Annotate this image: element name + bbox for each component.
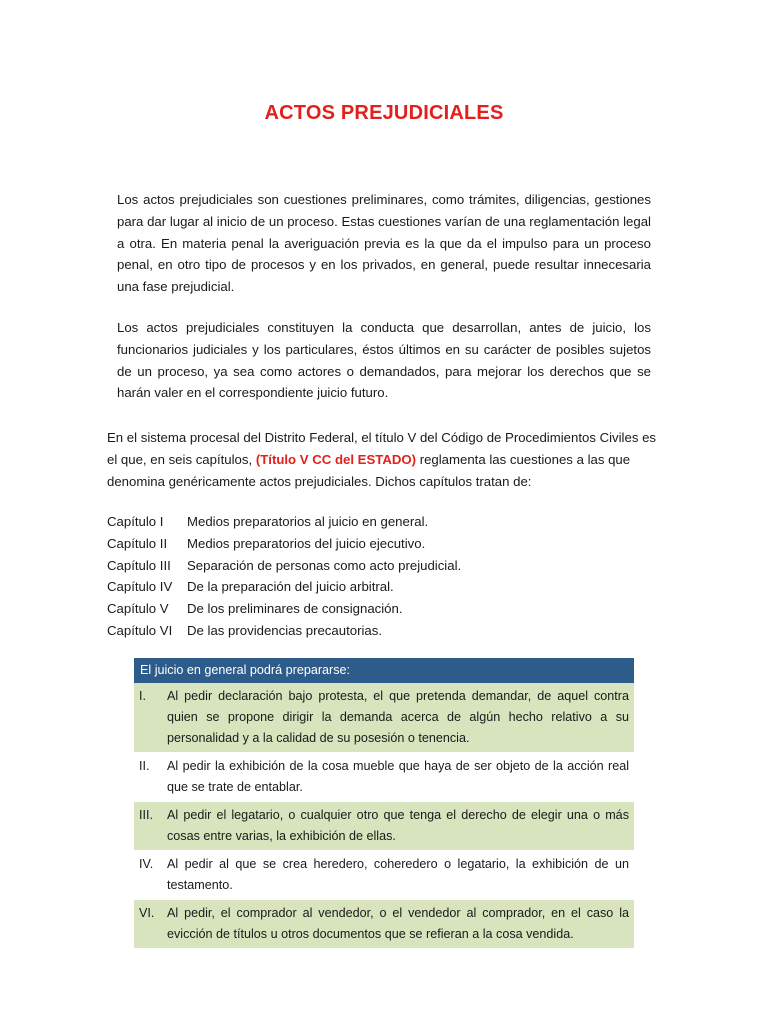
chapter-item (107, 555, 461, 577)
chapter-list (107, 511, 461, 642)
chapter-item (107, 620, 461, 642)
chapter-item (107, 576, 461, 598)
row-text: Al pedir, el comprador al vendedor, o el vendedor al comprador, en el caso la evicción de títulos u otros documentos que se refieran a la cosa vendida. (167, 906, 629, 941)
chapter-description: Medios preparatorios al juicio en general. (187, 514, 429, 529)
row-text: Al pedir la exhibición de la cosa mueble que haya de ser objeto de la acción real que se trate de entablar. (167, 759, 629, 794)
table-row (134, 900, 634, 949)
paragraph-text-after: reglamenta las cuestiones a las que denomina genéricamente actos prejudiciales. Dichos capítulos tratan de: (107, 451, 631, 489)
table-row (134, 802, 634, 851)
row-text: Al pedir el legatario, o cualquier otro que tenga el derecho de elegir una o más cosas entre varias, la exhibición de ellas. (167, 808, 629, 843)
chapter-number: Capítulo IV (107, 579, 173, 595)
table-row (134, 851, 634, 900)
chapter-number: Capítulo II (107, 535, 168, 551)
chapter-description: De las providencias precautorias. (187, 622, 382, 638)
row-text: Al pedir declaración bajo protesta, el que pretenda demandar, de aquel contra quien se propone dirigir la demanda acerca de algún hecho relativo a su personalidad y a la calidad de su posesión o tenencia. (167, 689, 629, 745)
row-text: Al pedir al que se crea heredero, coheredero o legatario, la exhibición de un testamento. (167, 857, 629, 892)
row-number: III. (139, 808, 153, 822)
chapter-number: Capítulo V (107, 601, 169, 617)
page-title: ACTOS PREJUDICIALES (264, 102, 504, 124)
chapter-item (107, 598, 461, 620)
row-number: II. (139, 759, 150, 773)
table-header: El juicio en general podrá prepararse: (134, 658, 634, 683)
chapter-number: Capítulo VI (107, 622, 173, 638)
table-row (134, 683, 634, 753)
chapter-item (107, 511, 461, 533)
chapter-description: Separación de personas como acto prejudicial. (187, 557, 462, 573)
chapter-description: De los preliminares de consignación. (187, 601, 403, 617)
paragraph-definition: Los actos prejudiciales constituyen la conducta que desarrollan, antes de juicio, los funcionarios judiciales y los particulares, éstos últimos en su carácter de posibles sujetos de un proceso, ya sea como actores o demandados, para mejorar los derechos que se harán valer en el correspondiente juicio futuro. (117, 320, 651, 401)
chapter-description: Medios preparatorios del juicio ejecutivo. (187, 535, 426, 551)
paragraph-text-before: En el sistema procesal del Distrito Federal, el título V del Código de Procedimientos Civiles es el que, en seis capítulos, (107, 430, 657, 467)
paragraph-intro: Los actos prejudiciales son cuestiones preliminares, como trámites, diligencias, gestiones para dar lugar al inicio de un proceso. Estas cuestiones varían de una reglamentación legal a otra. En materia penal la averiguación previa es la que da el impulso para un proceso penal, en otro tipo de procesos y en los privados, en general, puede resultar innecesaria una fase prejudicial. (117, 192, 651, 295)
chapter-number: Capítulo I (107, 514, 164, 529)
chapter-item (107, 533, 461, 555)
chapter-number: Capítulo III (107, 557, 171, 573)
preparation-table (134, 658, 634, 949)
paragraph-distrito-federal (107, 427, 661, 492)
table-row (134, 753, 634, 802)
row-number: I. (139, 689, 146, 703)
chapter-description: De la preparación del juicio arbitral. (187, 579, 394, 595)
row-number: IV. (139, 857, 154, 871)
row-number: VI. (139, 906, 155, 920)
highlight-titulo-v: (Título V CC del ESTADO) (255, 451, 417, 467)
